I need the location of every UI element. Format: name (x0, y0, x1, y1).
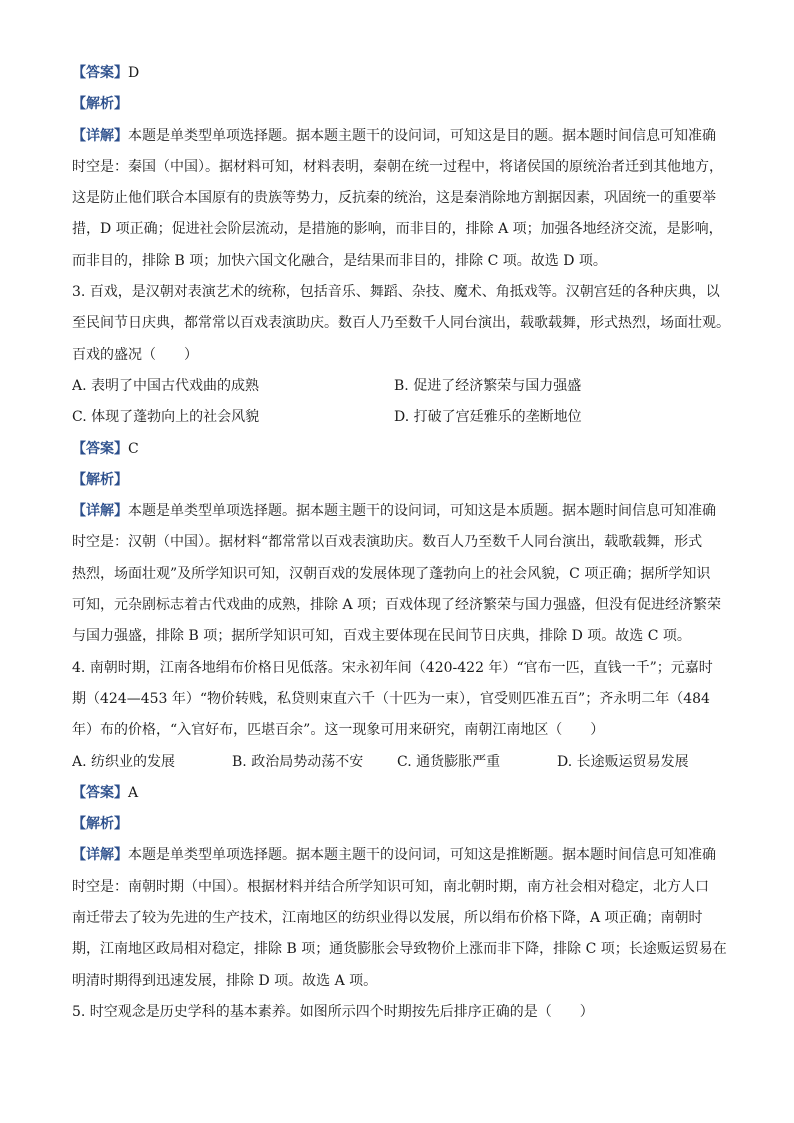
detail-label: 【详解】 (72, 503, 128, 520)
q4-stem-line: 年）布的价格，“入官好布，匹堪百余”。这一现象可用来研究，南朝江南地区（ ） (72, 722, 605, 739)
q3-option-b: B. 促进了经济繁荣与国力强盛 (394, 377, 582, 394)
q2-answer-line (72, 58, 732, 89)
q3-stem-line: 3. 百戏，是汉朝对表演艺术的统称，包括音乐、舞蹈、杂技、魔术、角抵戏等。汉朝宫廷的各种庆典，以 (72, 284, 720, 301)
q5-stem-line: 5. 时空观念是历史学科的基本素养。如图所示四个时期按先后排序正确的是（ ） (72, 1003, 594, 1020)
q2-detail-line: 而非目的，排除 B 项；加快六国文化融合，是结果而非目的，排除 C 项。故选 D 项。 (72, 252, 607, 269)
q4-detail-text: 本题是单类型单项选择题。据本题主题干的设问词，可知这是推断题。据本题时间信息可知准确 (128, 847, 716, 864)
document-page (72, 58, 732, 1028)
q3-option-a: A. 表明了中国古代戏曲的成熟 (72, 377, 260, 394)
analysis-label: 【解析】 (72, 96, 128, 113)
q4-detail-line (72, 840, 732, 871)
q3-detail-text: 本题是单类型单项选择题。据本题主题干的设问词，可知这是本质题。据本题时间信息可知准确 (128, 503, 716, 520)
q3-options-row (72, 402, 732, 433)
q4-option-a: A. 纺织业的发展 (72, 753, 176, 770)
q4-analysis-line (72, 809, 732, 840)
q2-analysis-line (72, 89, 732, 120)
answer-label: 【答案】 (72, 784, 128, 801)
q3-detail-line: 与国力强盛，排除 B 项；据所学知识可知，百戏主要体现在民间节日庆典，排除 D 项。故选 C 项。 (72, 628, 691, 645)
answer-label: 【答案】 (72, 65, 128, 81)
q2-detail-line: 这是防止他们联合本国原有的贵族等势力，反抗秦的统治，这是秦消除地方割据因素，巩固统一的重要举 (72, 190, 716, 207)
q3-options-row (72, 371, 732, 402)
q4-answer-value: A (128, 784, 139, 801)
q3-option-d: D. 打破了宫廷雅乐的垄断地位 (394, 409, 582, 426)
q4-options-row (72, 747, 732, 778)
q3-analysis-line (72, 465, 732, 496)
analysis-label: 【解析】 (72, 471, 128, 488)
q2-detail-line: 时空是：秦国（中国）。据材料可知，材料表明，秦朝在统一过程中，将诸侯国的原统治者迁到其他地方， (72, 158, 723, 175)
answer-label: 【答案】 (72, 440, 128, 457)
q4-detail-line: 时空是：南朝时期（中国）。根据材料并结合所学知识可知，南北朝时期，南方社会相对稳定，北方人口 (72, 878, 709, 895)
q3-detail-line (72, 496, 732, 527)
q3-detail-line: 可知，元杂剧标志着古代戏曲的成熟，排除 A 项；百戏体现了经济繁荣与国力强盛，但没有促进经济繁荣 (72, 597, 722, 614)
q4-detail-line: 期，江南地区政局相对稳定，排除 B 项；通货膨胀会导致物价上涨而非下降，排除 C 项；长途贩运贸易在 (72, 941, 727, 958)
q3-stem-line: 至民间节日庆典，都常常以百戏表演助庆。数百人乃至数千人同台演出，载歌载舞，形式热烈，场面壮观。 (72, 315, 730, 332)
q4-detail-line: 南迁带去了较为先进的生产技术，江南地区的纺织业得以发展，所以绢布价格下降，A 项正确；南朝时 (72, 910, 703, 927)
q4-stem-line: 期（424—453 年）“物价转贱，私贷则束直六千（十匹为一束），官受则匹准五百”；齐永明二年（484 (72, 690, 710, 707)
q2-detail-line (72, 121, 732, 152)
q4-option-c: C. 通货膨胀严重 (397, 753, 501, 770)
detail-label: 【详解】 (72, 847, 128, 864)
q3-option-c: C. 体现了蓬勃向上的社会风貌 (72, 409, 260, 426)
q2-detail-text: 本题是单类型单项选择题。据本题主题干的设问词，可知这是目的题。据本题时间信息可知准确 (128, 127, 716, 144)
q2-detail-line: 措，D 项正确；促进社会阶层流动，是措施的影响，而非目的，排除 A 项；加强各地经济交流，是影响， (72, 221, 723, 238)
q3-stem-line: 百戏的盛况（ ） (72, 346, 198, 363)
q2-answer-value: D (128, 65, 140, 81)
q3-detail-line: 时空是：汉朝（中国）。据材料“都常常以百戏表演助庆。数百人乃至数千人同台演出，载歌载舞，形式 (72, 534, 703, 551)
detail-label: 【详解】 (72, 127, 128, 144)
q3-detail-line: 热烈，场面壮观”及所学知识可知，汉朝百戏的发展体现了蓬勃向上的社会风貌，C 项正确；据所学知识 (72, 565, 711, 582)
q4-option-b: B. 政治局势动荡不安 (232, 753, 364, 770)
q3-answer-line (72, 434, 732, 465)
q4-option-d: D. 长途贩运贸易发展 (557, 753, 689, 770)
q4-detail-line: 明清时期得到迅速发展，排除 D 项。故选 A 项。 (72, 972, 378, 989)
q4-stem-line: 4. 南朝时期，江南各地绢布价格日见低落。宋永初年间（420-422 年）“官布一匹，直钱一千”；元嘉时 (72, 659, 713, 676)
q4-answer-line (72, 778, 732, 809)
q3-answer-value: C (128, 440, 139, 457)
analysis-label: 【解析】 (72, 816, 128, 833)
